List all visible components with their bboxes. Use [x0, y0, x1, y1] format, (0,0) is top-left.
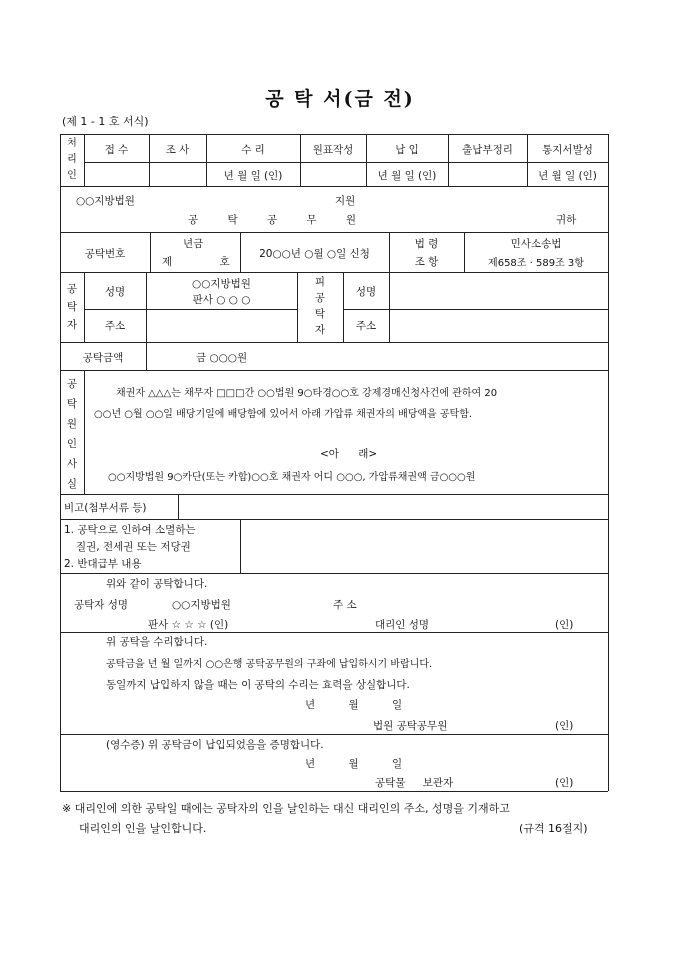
depositor-name-label: 성명: [104, 286, 126, 298]
date-cell-payment: 년 월 일 (인): [377, 170, 437, 182]
header-acceptance: 수 리: [241, 144, 265, 156]
header-receipt: 접 수: [104, 144, 129, 156]
law-label-1: 법 령: [414, 238, 439, 250]
law-name: 민사소송법: [510, 238, 562, 250]
processing-side-label: 처 리 인: [67, 138, 77, 181]
receipt-signer: 공탁물 보관자: [375, 777, 454, 789]
reason-side-label: 공 탁 원 인 사 실: [66, 378, 78, 490]
receipt-date: 년 월 일: [305, 758, 403, 770]
receipt-seal: (인): [555, 777, 574, 789]
declaration-name-1: ○○지방법원: [172, 599, 231, 611]
depositee-side-label: 피 공 탁 자: [314, 276, 326, 336]
depositor-side-label: 공 탁 자: [66, 283, 78, 331]
footnote-line-1: ※ 대리인에 의한 공탁일 때에는 공탁자의 인을 날인하는 대신 대리인의 주소, 성명을 기재하고: [62, 802, 510, 815]
header-investigation: 조 사: [165, 144, 190, 156]
reason-heading: <아 래>: [320, 448, 378, 460]
date-cell-acceptance: 년 월 일 (인): [223, 170, 283, 182]
extinguish-line-2: 질권, 전세권 또는 저당권: [76, 541, 191, 553]
deposit-year: 년금: [183, 238, 204, 250]
deposit-ho: 제 호: [162, 256, 230, 268]
reason-line-3: ○○지방법원 9○카단(또는 카합)○○호 채권자 어디 ○○○, 가압류채권액 금○○○원: [108, 472, 476, 483]
deposit-officer: 공 탁 공 무 원: [188, 214, 357, 226]
law-label-2: 조 항: [414, 256, 439, 268]
declaration-statement: 위와 같이 공탁합니다.: [106, 578, 208, 590]
header-payment: 납 입: [395, 144, 419, 156]
form-title: 공 탁 서(금 전): [265, 88, 415, 110]
acceptance-line-3: 동일까지 납입하지 않을 때는 이 공탁의 수리는 효력을 상실합니다.: [106, 679, 410, 691]
receipt-line-1: (영수증) 위 공탁금이 납입되었음을 증명합니다.: [106, 739, 324, 751]
declaration-seal: (인): [555, 619, 574, 631]
header-cash-book: 출납부정리: [462, 144, 513, 156]
reason-line-1: 채권자 △△△는 채무자 □□□간 ○○법원 9○타경○○호 강제경매신청사건에 관하여 20: [116, 388, 498, 399]
amount-label: 공탁금액: [82, 352, 124, 364]
acceptance-line-2: 공탁금을 년 월 일까지 ○○은행 공탁공무원의 구좌에 납입하시기 바랍니다.: [106, 659, 433, 670]
acceptance-date: 년 월 일: [305, 699, 403, 711]
honorific: 귀하: [556, 214, 577, 226]
declaration-name-2: 판사 ☆ ☆ ☆ (인): [148, 619, 229, 631]
application-date: 20○○년 ○월 ○일 신청: [259, 248, 370, 260]
form-number: (제 1 - 1 호 서식): [62, 115, 149, 128]
reason-line-2: ○○년 ○월 ○○일 배당기일에 배당함에 있어서 아래 가압류 채권자의 배당액을 공탁함.: [94, 409, 473, 420]
acceptance-signer: 법원 공탁공무원: [373, 720, 448, 732]
extinguish-line-1: 1. 공탁으로 인하여 소멸하는: [64, 524, 196, 536]
declaration-addr-label: 주 소: [333, 599, 357, 611]
depositor-addr-label: 주소: [104, 320, 126, 332]
date-cell-notice: 년 월 일 (인): [538, 170, 597, 182]
extinguish-line-3: 2. 반대급부 내용: [64, 558, 142, 570]
depositor-name-1: ○○지방법원: [192, 278, 251, 290]
acceptance-seal: (인): [555, 720, 574, 732]
depositee-addr-label: 주소: [355, 320, 377, 332]
court-branch: 지원: [335, 195, 356, 207]
acceptance-line-1: 위 공탁을 수리합니다.: [106, 636, 208, 648]
footnote-rule: (규격 16절지): [519, 822, 588, 835]
law-articles: 제658조 · 589조 3항: [488, 258, 584, 269]
header-notice: 통지서발성: [542, 144, 593, 156]
depositee-name-label: 성명: [355, 286, 377, 298]
header-ledger: 원표작성: [312, 144, 354, 156]
declaration-name-label: 공탁자 성명: [74, 599, 129, 611]
court-name: ○○지방법원: [76, 195, 135, 207]
footnote-line-2: 대리인의 인을 날인합니다.: [79, 822, 207, 835]
depositor-name-2: 판사 ○ ○ ○: [192, 294, 251, 306]
declaration-agent-label: 대리인 성명: [375, 619, 430, 631]
remarks-label: 비고(첨부서류 등): [64, 502, 147, 514]
amount-value: 금 ○○○원: [196, 352, 248, 364]
deposit-no-label: 공탁번호: [84, 248, 126, 260]
